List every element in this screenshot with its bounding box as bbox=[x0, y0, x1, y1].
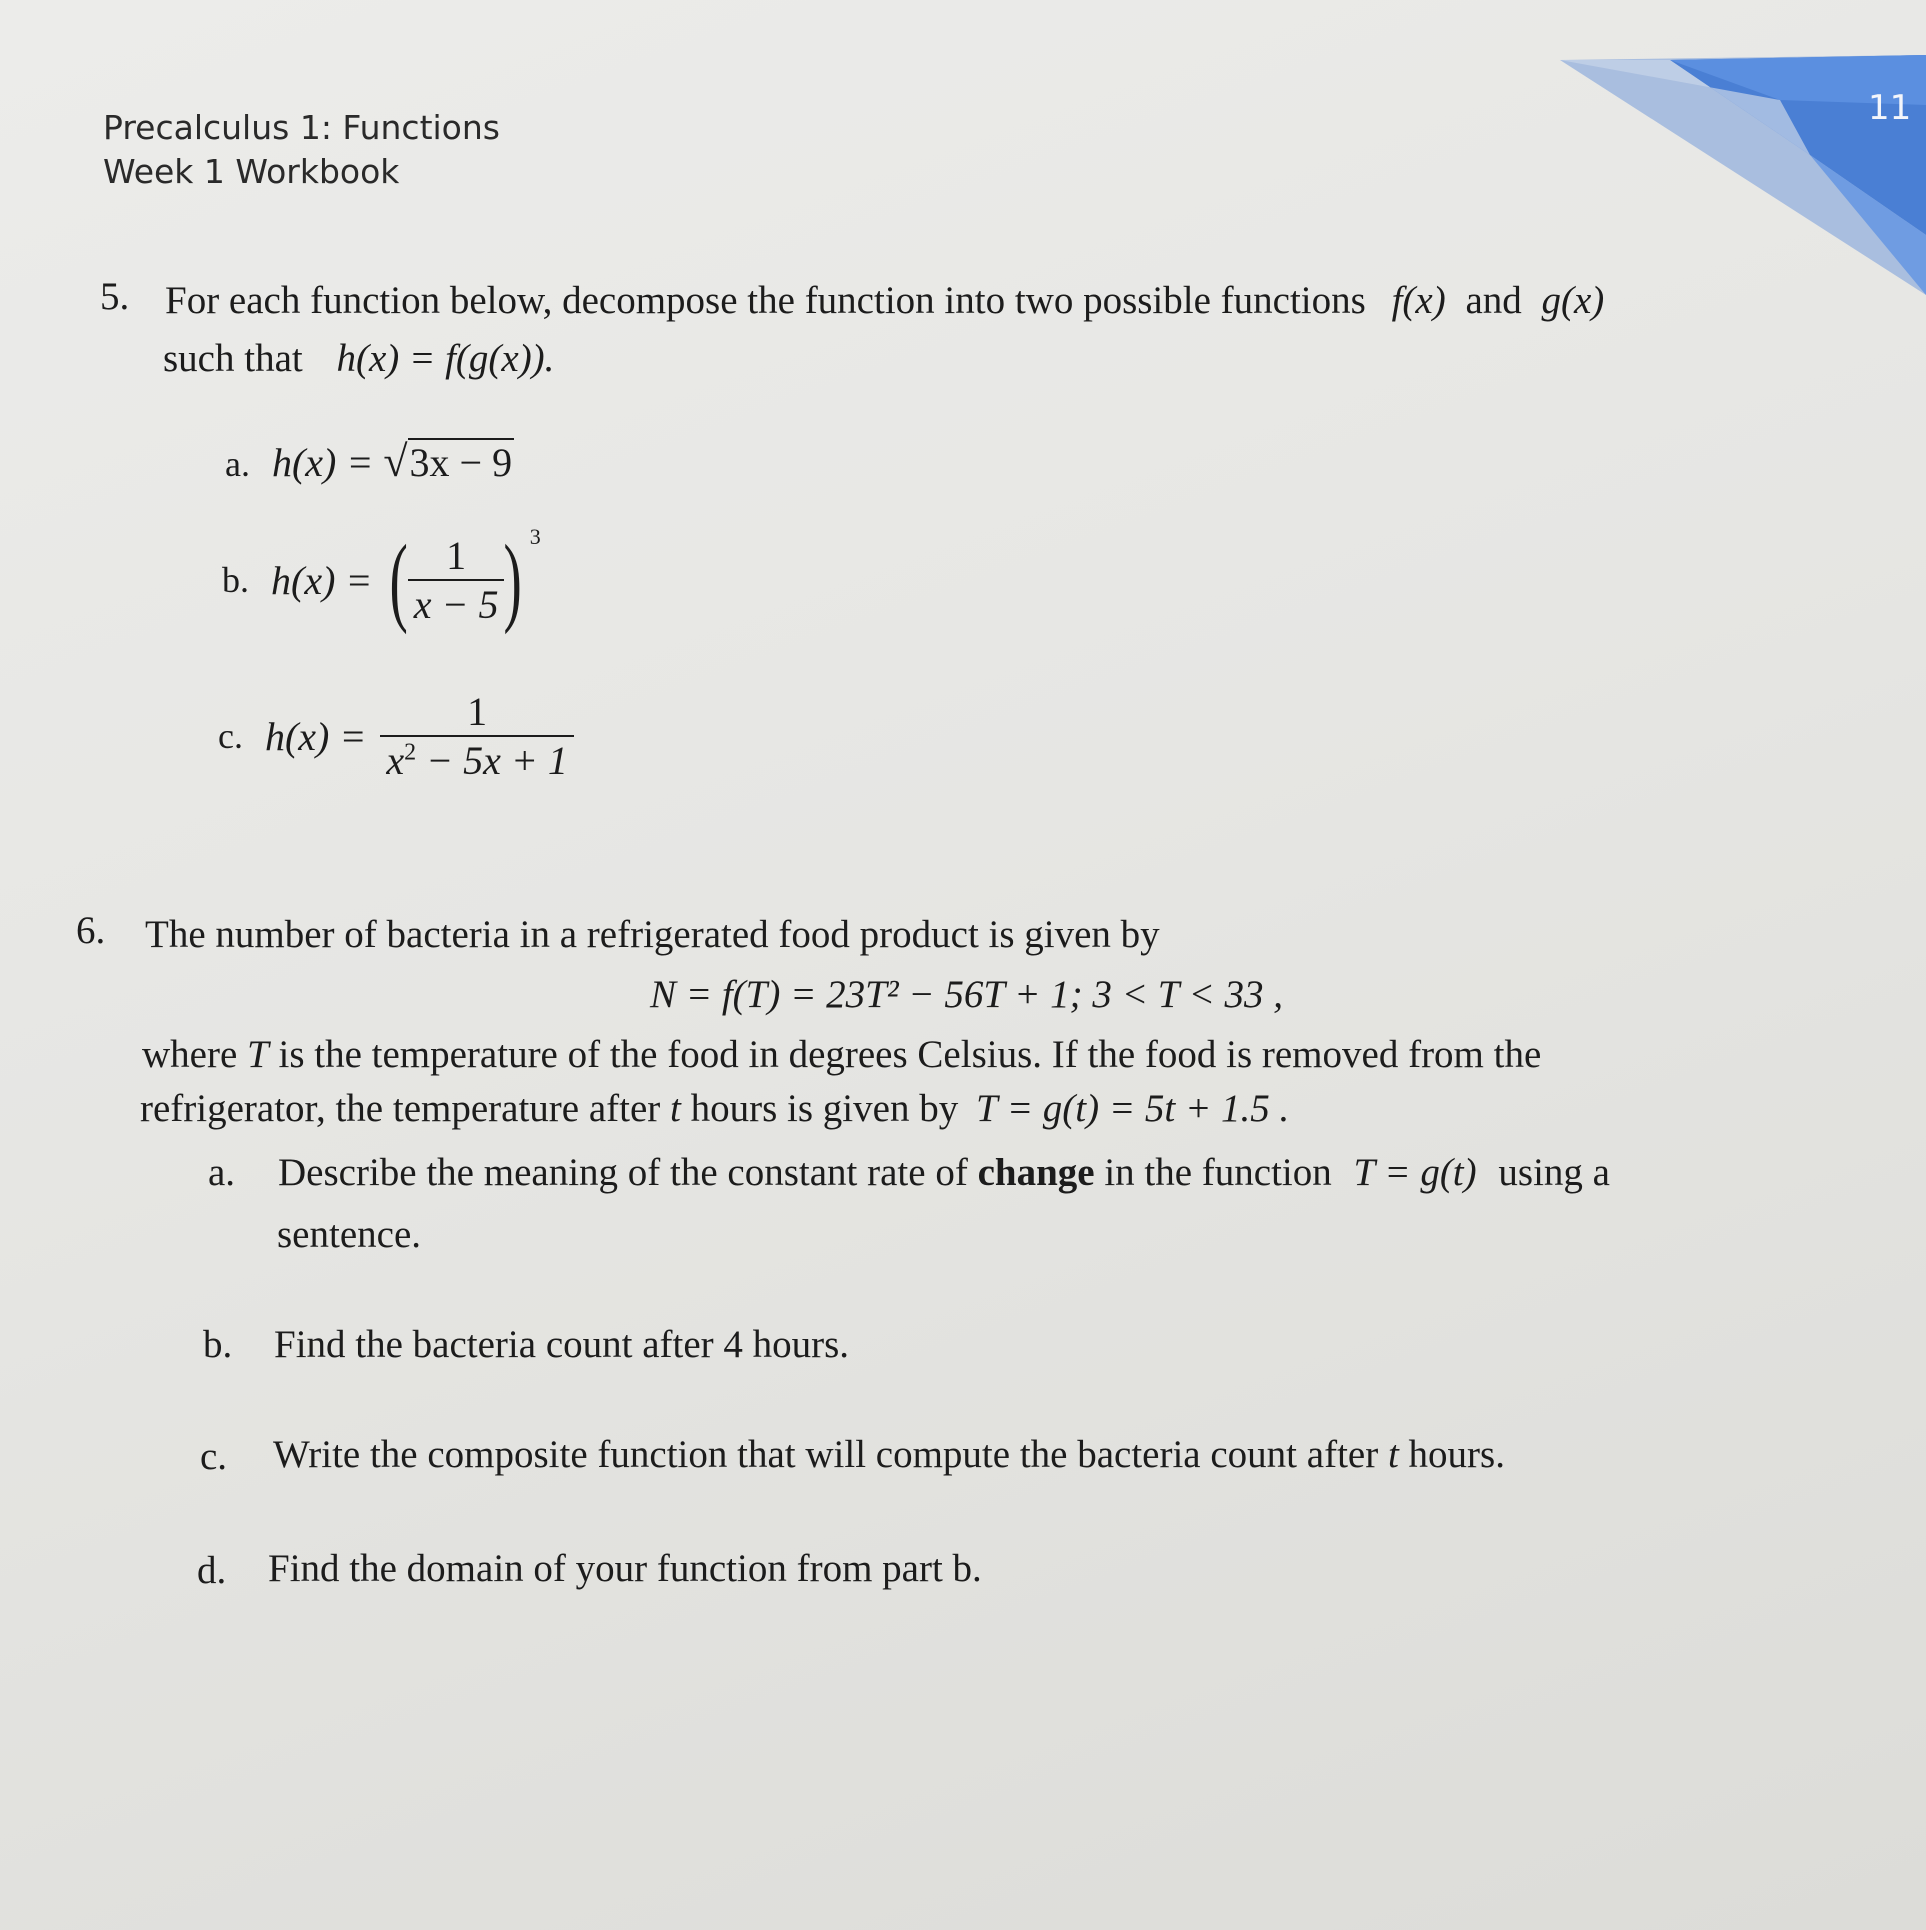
q6-line4 bbox=[140, 1084, 1289, 1134]
q6a-line2: sentence. bbox=[277, 1213, 422, 1256]
q5-text: For each function below, decompose the function into two possible functions bbox=[165, 279, 1366, 322]
q6a-bold: change bbox=[977, 1151, 1095, 1194]
q5-line2 bbox=[163, 334, 554, 384]
q6c-line bbox=[273, 1430, 1505, 1480]
q5c-fraction bbox=[380, 688, 574, 784]
q5-f: f(x) bbox=[1391, 279, 1446, 322]
q5-and: and bbox=[1465, 279, 1522, 322]
q5-number: 5. bbox=[100, 275, 130, 318]
q6c-label: c. bbox=[200, 1435, 228, 1478]
q5c-den-x: x bbox=[386, 738, 405, 783]
q5b-fraction bbox=[408, 532, 505, 628]
q6-line3 bbox=[142, 1030, 1541, 1080]
q5b-lhs: h(x) = bbox=[271, 557, 373, 603]
q6a-eq: T = g(t) bbox=[1353, 1151, 1477, 1194]
q6-T: T bbox=[247, 1033, 269, 1076]
q6c-t: t bbox=[1387, 1433, 1399, 1476]
q6-formula: N = f(T) = 23T² − 56T + 1; 3 < T < 33 , bbox=[650, 973, 1284, 1016]
q6-t: t bbox=[670, 1087, 681, 1130]
q6b-text: Find the bacteria count after 4 hours. bbox=[274, 1323, 850, 1366]
q6a-text2: in the function bbox=[1104, 1151, 1332, 1194]
right-paren-icon: ) bbox=[503, 524, 523, 635]
q5b bbox=[222, 524, 541, 650]
q5a-label: a. bbox=[225, 444, 250, 484]
q6-number: 6. bbox=[76, 909, 106, 952]
q6-line4-eq: T = g(t) = 5t + 1.5 . bbox=[975, 1087, 1290, 1130]
q5a-sqrt bbox=[383, 436, 514, 487]
q5-such-that: such that bbox=[163, 337, 303, 380]
q5-g: g(x) bbox=[1541, 279, 1605, 322]
q5c-den-exp: 2 bbox=[404, 739, 417, 766]
page-number: 11 bbox=[1868, 88, 1912, 128]
q5c-label: c. bbox=[218, 716, 243, 756]
q5b-exponent: 3 bbox=[529, 524, 541, 549]
q6a-label: a. bbox=[208, 1151, 236, 1194]
q5a-lhs: h(x) = bbox=[271, 440, 374, 485]
q5c-num: 1 bbox=[467, 689, 488, 734]
q5c bbox=[218, 688, 578, 784]
q5-line1 bbox=[165, 276, 1604, 326]
left-paren-icon: ( bbox=[389, 524, 409, 635]
q6-line3-rest: is the temperature of the food in degrees Celsius. If the food is removed from the bbox=[278, 1033, 1542, 1076]
course-title: Precalculus 1: Functions bbox=[103, 108, 500, 147]
q5-composition: h(x) = f(g(x)). bbox=[336, 337, 555, 380]
week-title: Week 1 Workbook bbox=[103, 152, 400, 191]
q6-line4-b: hours is given by bbox=[690, 1087, 959, 1130]
q6a-text3: using a bbox=[1498, 1151, 1610, 1194]
q6-where: where bbox=[142, 1033, 238, 1076]
q5a-radicand: 3x − 9 bbox=[409, 440, 513, 485]
q5c-den bbox=[380, 735, 574, 784]
q6d-label: d. bbox=[197, 1549, 227, 1592]
q5b-den: x − 5 bbox=[408, 579, 505, 628]
q5b-label: b. bbox=[222, 560, 249, 600]
q6c-text1: Write the composite function that will compute the bacteria count after bbox=[273, 1433, 1379, 1476]
q6-intro: The number of bacteria in a refrigerated food product is given by bbox=[145, 913, 1160, 956]
q6c-text2: hours. bbox=[1408, 1433, 1505, 1476]
q5a bbox=[225, 436, 514, 487]
q6-line4-a: refrigerator, the temperature after bbox=[140, 1087, 661, 1130]
q6a-text1: Describe the meaning of the constant rate of bbox=[278, 1151, 968, 1194]
radical-icon: √ bbox=[383, 437, 408, 486]
q5c-lhs: h(x) = bbox=[264, 713, 367, 759]
q6a-line1 bbox=[278, 1148, 1610, 1198]
q6d-text: Find the domain of your function from part b. bbox=[268, 1547, 982, 1590]
q5c-den-rest: − 5x + 1 bbox=[416, 738, 568, 783]
q6b-label: b. bbox=[203, 1323, 233, 1366]
q5b-num: 1 bbox=[446, 533, 467, 578]
